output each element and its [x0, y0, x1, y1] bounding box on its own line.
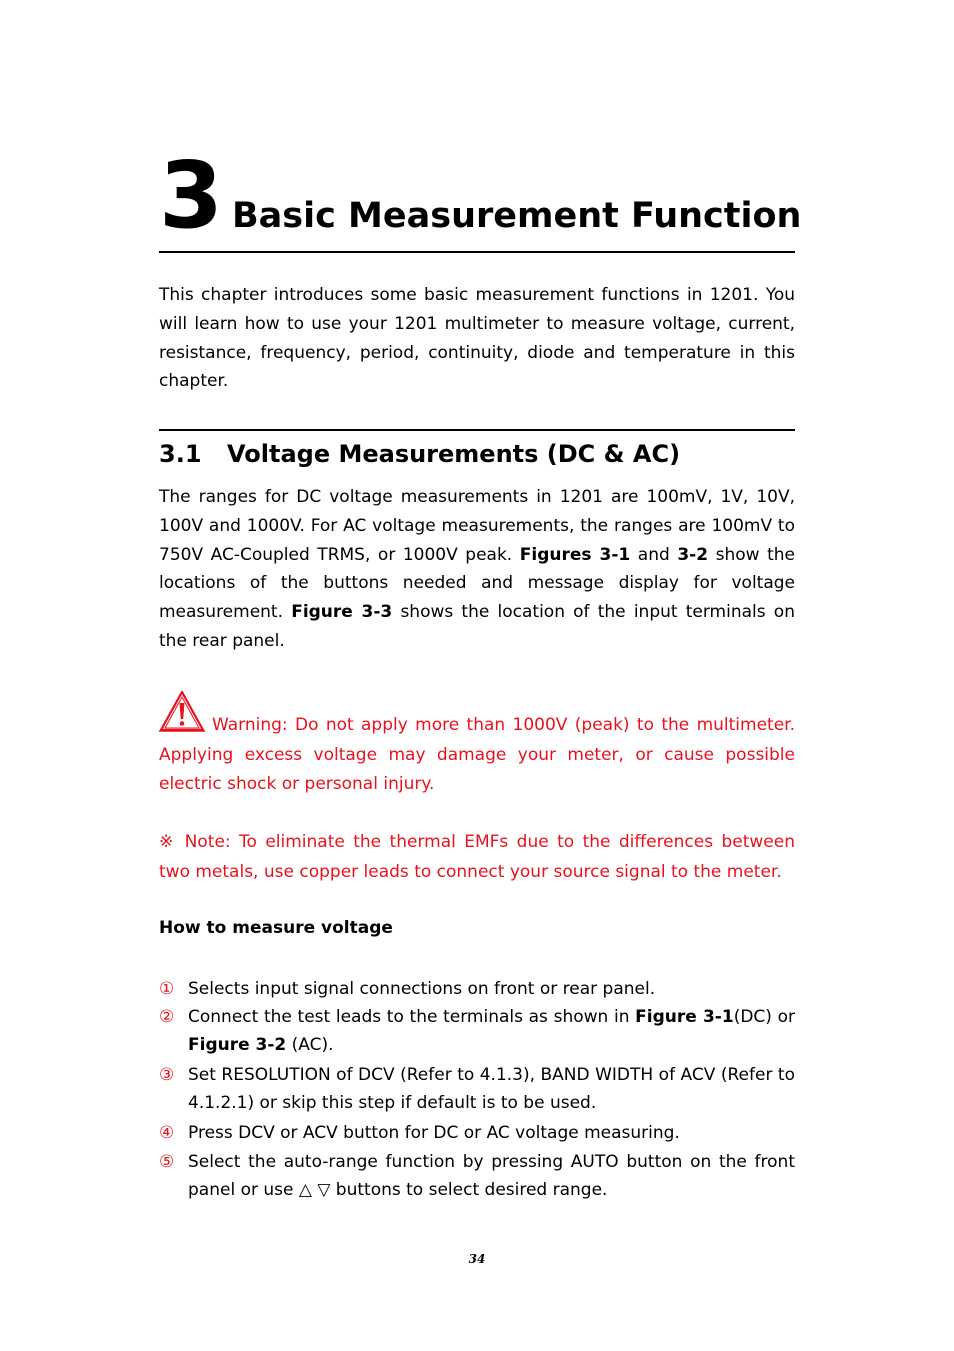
step-text: Press DCV or ACV button for DC or AC voltage measuring.	[188, 1123, 680, 1143]
intro-paragraph: This chapter introduces some basic measurement functions in 1201. You will learn how to use your 1201 multimeter to measure voltage, current, resistance, frequency, period, continuity, diode and temperature in this chapter.	[159, 285, 795, 392]
section-number: 3.1	[159, 440, 202, 468]
step-text: (AC).	[286, 1035, 334, 1055]
section-rule	[159, 429, 795, 431]
list-item	[159, 1148, 795, 1204]
figure-ref: 3-2	[677, 544, 709, 565]
note-paragraph	[159, 828, 795, 887]
list-item	[159, 975, 795, 1003]
step-text: Connect the test leads to the terminals as shown in	[188, 1007, 636, 1027]
warning-text: Warning: Do not apply more than 1000V (peak) to the multimeter. Applying excess voltage may damage your meter, or cause possible electric shock or personal injury.	[159, 715, 795, 794]
note-text: Note: To eliminate the thermal EMFs due to the differences between two metals, use copper leads to connect your source signal to the meter.	[159, 832, 795, 882]
step-marker: ④	[159, 1123, 175, 1143]
step-text: Set RESOLUTION of DCV (Refer to 4.1.3), BAND WIDTH of ACV (Refer to 4.1.2.1) or skip this step if default is to be used.	[188, 1065, 795, 1113]
step-text: (DC) or	[733, 1007, 795, 1027]
chapter-heading	[159, 142, 802, 250]
body-text: show the locations of the buttons needed and message display for voltage measurement.	[159, 544, 795, 623]
section-title: Voltage Measurements (DC & AC)	[227, 440, 681, 468]
step-marker: ⑤	[159, 1152, 175, 1172]
chapter-rule	[159, 251, 795, 253]
figure-ref: Figure 3-3	[291, 602, 393, 623]
step-marker: ③	[159, 1065, 175, 1085]
chapter-title: Basic Measurement Function	[232, 196, 802, 236]
figure-ref: Figures 3-1	[519, 544, 631, 565]
howto-title: How to measure voltage	[159, 918, 393, 938]
step-text: Select the auto-range function by pressing AUTO button on the front panel or use △ ▽ buttons to select desired range.	[188, 1152, 795, 1200]
page-number: 34	[468, 1252, 486, 1266]
chapter-intro	[159, 281, 795, 396]
section-heading	[159, 438, 680, 470]
warning-block	[159, 711, 795, 800]
step-marker: ②	[159, 1007, 175, 1027]
figure-ref: Figure 3-1	[635, 1007, 734, 1027]
figure-ref: Figure 3-2	[188, 1035, 287, 1055]
section-paragraph	[159, 483, 795, 656]
body-text: and	[630, 544, 678, 565]
list-item	[159, 1119, 795, 1147]
body-text: The ranges for DC voltage measurements in 1201 are 100mV, 1V, 10V, 100V and 1000V. For AC voltage measurements, the ranges are 100mV to 750V AC-Coupled TRMS, or 1000V peak.	[159, 487, 795, 565]
note-symbol-icon: ※	[159, 832, 177, 852]
section-body	[159, 483, 795, 656]
chapter-number: 3	[159, 142, 224, 249]
step-marker: ①	[159, 979, 175, 999]
body-text: shows the location of the input terminals on the rear panel.	[159, 602, 795, 651]
steps-list	[159, 975, 795, 1204]
note-block	[159, 828, 795, 887]
list-item	[159, 1003, 795, 1059]
list-item	[159, 1061, 795, 1117]
step-text: Selects input signal connections on front or rear panel.	[188, 979, 656, 999]
